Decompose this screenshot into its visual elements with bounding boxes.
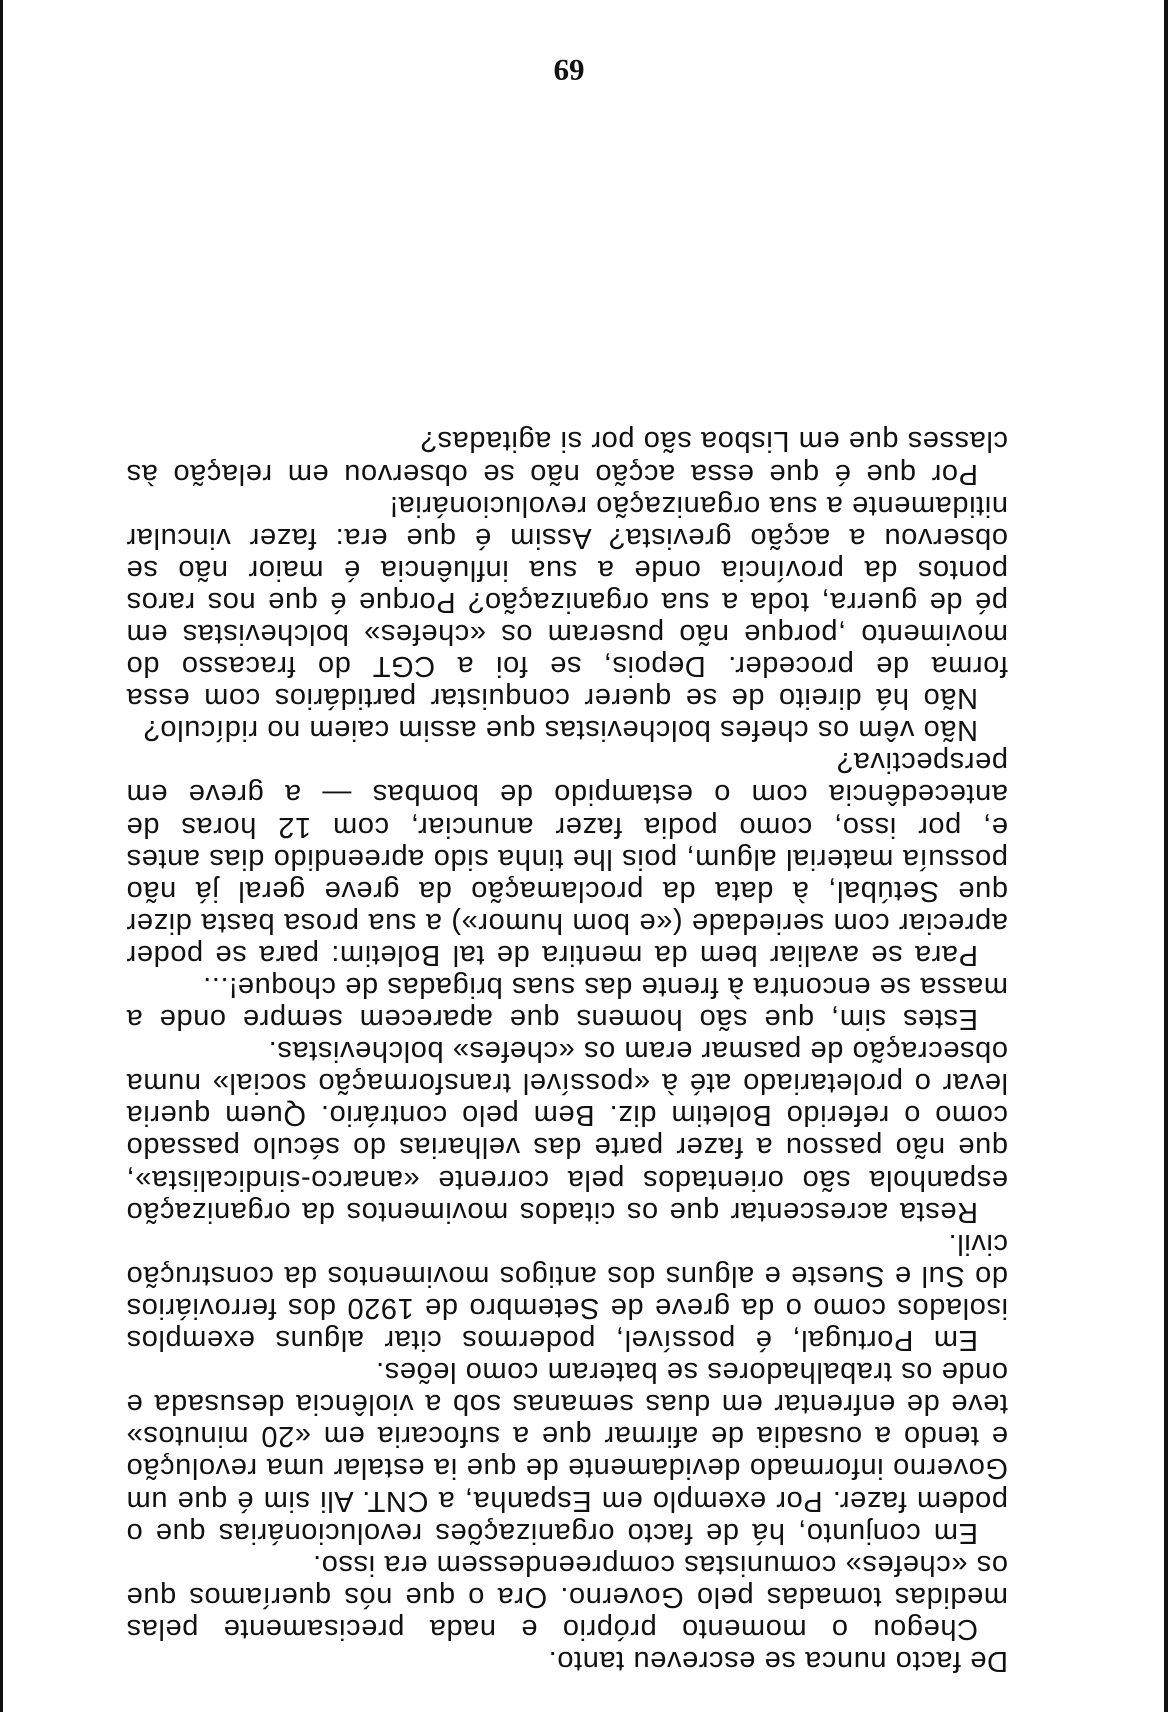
paragraph-7: Para se avaliar bem da mentira de tal Boletim: para se poder apreciar com seriedade («e bom humor») a sua prosa basta dizer que Setúbal, à data da proclamação da greve geral já não possuía material algum, pois lhe tinha sido apreendido dias antes e, por isso, como podia fazer anunciar, com 12 horas de antecedência com o estampido de bombas — a greve em perspectiva? [126, 746, 1008, 971]
paragraph-3: Em conjunto, há de facto organizações revolucionárias que o podem fazer. Por exemplo em Espanha, a CNT. Ali sim é que um Governo informado devidamente de que ia estalar uma revolução e tendo a ousadia de afirmar que a sufocaria em «20 minutos» teve de enfrentar em duas semanas sob a violência desusada e onde os trabalhadores se bateram como leões. [126, 1356, 1008, 1549]
paragraph-1: De facto nunca se escreveu tanto. [548, 1645, 1008, 1677]
paragraph-9: Não há direito de se querer conquistar partidários com essa forma de proceder. Depois, se foi a CGT do fracasso do movimento ,porque não puseram os «chefes» bolchevistas em pé de guerra, toda a sua organização? Porque é que nos raros pontos da província onde a sua influência é maior não se observou a acção grevista? Assim é que era: fazer vincular nitidamente a sua organização revolucionária! [126, 489, 1008, 715]
paragraph-8: Não vêm os chefes bolchevistas que assim caiem no ridículo? [143, 714, 978, 747]
paragraph-10: Por que é que essa acção não se observou em relação às classes que em Lisboa são por si agitadas? [126, 425, 1008, 490]
page-number: 69 [553, 53, 585, 88]
paragraph-4: Em Portugal, é possível, podermos citar alguns exemplos isolados como o da greve de Setembro de 1920 dos ferroviários do Sul e Sueste e alguns dos antigos movimentos da construção civil. [126, 1227, 1008, 1357]
paragraph-2: Chegou o momento próprio e nada precisamente pelas medidas tomadas pelo Governo. Ora o que nós queríamos que os «chefes» comunistas compreendessem era isso. [126, 1548, 1008, 1645]
body-text [126, 425, 1008, 1677]
paragraph-6: Estes sim, que são homens que aparecem sempre onde a massa se encontra à frente das suas brigadas de choque!... [126, 971, 1008, 1036]
paragraph-5: Resta acrescentar que os citados movimentos da organização espanhola são orientados pela corrente «anarco-sindicalista», que não passou a fazer parte das velharias do século passado como o referido Boletim diz. Bem pelo contrário. Quem queria levar o proletariado até à «possível transformação social» numa obsecração de pasmar eram os «chefes» bolchevistas. [126, 1035, 1008, 1228]
